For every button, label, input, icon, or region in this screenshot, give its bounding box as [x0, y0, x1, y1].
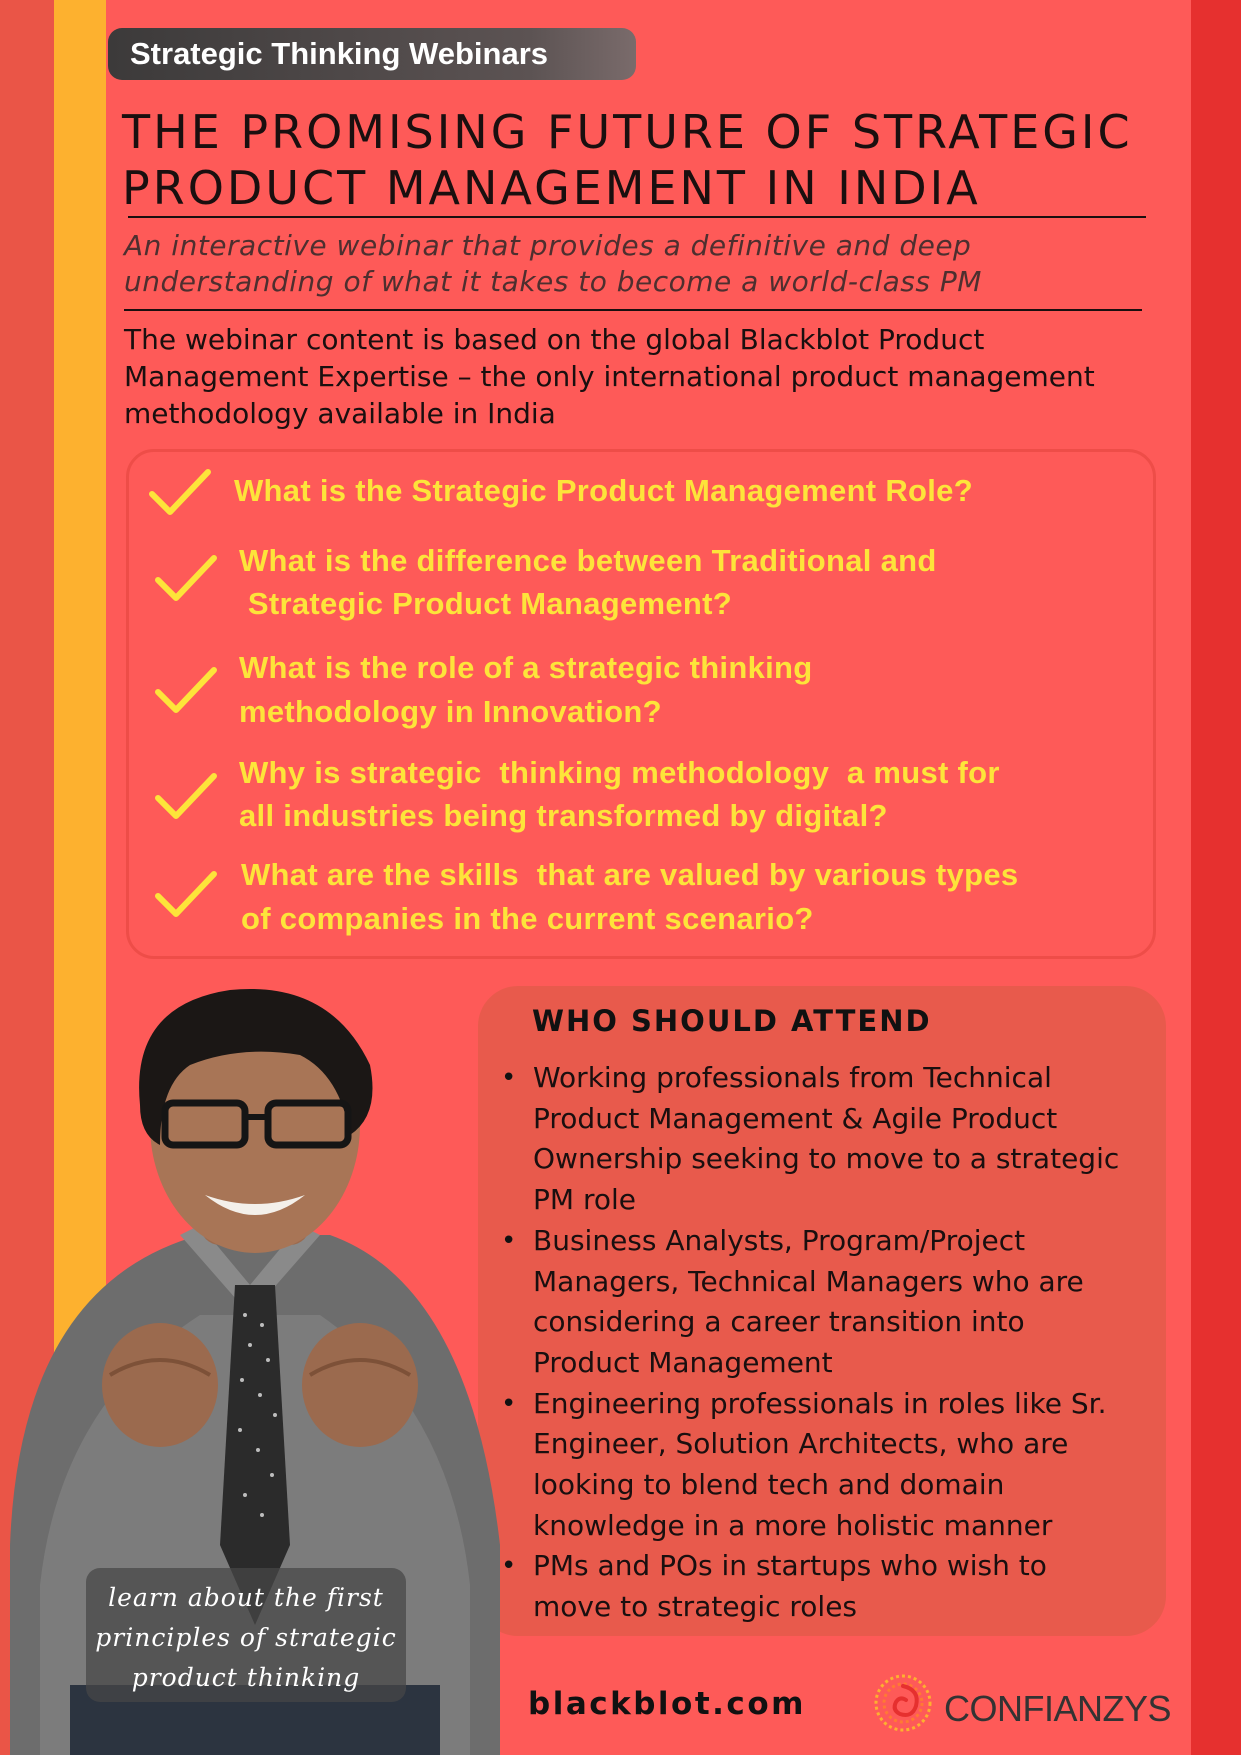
check-icon [154, 552, 218, 604]
check-icon [154, 868, 218, 920]
intro-text: The webinar content is based on the global Blackblot Product Management Expertise – the only international product management methodology available in India [124, 323, 1095, 430]
list-item: • Engineering professionals in roles like Sr. Engineer, Solution Architects, who are looking to blend tech and domain knowledge in a more holistic manner [533, 1384, 1133, 1547]
confianzys-swirl-icon [872, 1672, 934, 1734]
page-title: THE PROMISING FUTURE OF STRATEGIC PRODUCT MANAGEMENT IN INDIA [122, 105, 1133, 215]
question-text: Why is strategic thinking methodology a must for [239, 755, 1000, 790]
who-should-attend-panel [478, 986, 1166, 1636]
question-text: Strategic Product Management? [239, 586, 733, 621]
question-text: methodology in Innovation? [239, 694, 662, 729]
attend-heading: WHO SHOULD ATTEND [532, 1004, 932, 1038]
check-icon [154, 664, 218, 716]
question-text: What are the skills that are valued by various types [241, 857, 1019, 892]
title-divider [128, 216, 1146, 218]
check-icon [148, 466, 212, 518]
list-item: • Working professionals from Technical Product Management & Agile Product Ownership seeking to move to a strategic PM role [533, 1058, 1133, 1221]
website-link[interactable]: blackblot.com [528, 1686, 806, 1722]
series-label: Strategic Thinking Webinars [108, 28, 636, 80]
list-item: • PMs and POs in startups who wish to move to strategic roles [533, 1546, 1133, 1627]
right-stripe [1191, 0, 1241, 1755]
check-icon [154, 770, 218, 822]
photo-caption: learn about the first principles of strategic product thinking [95, 1583, 397, 1692]
question-text: What is the difference between Traditional and [239, 543, 937, 578]
question-text: What is the Strategic Product Management Role? [234, 473, 973, 508]
question-text: What is the role of a strategic thinking [239, 650, 813, 685]
question-text: of companies in the current scenario? [241, 901, 814, 936]
question-text: all industries being transformed by digital? [239, 798, 888, 833]
partner-logo: CONFIANZYS [944, 1688, 1172, 1729]
subtitle: An interactive webinar that provides a definitive and deep understanding of what it takes to become a world-class PM [124, 229, 982, 298]
attend-list [533, 1058, 1133, 1628]
list-item: • Business Analysts, Program/Project Managers, Technical Managers who are considering a career transition into Product Management [533, 1221, 1133, 1384]
subtitle-divider [124, 309, 1142, 311]
